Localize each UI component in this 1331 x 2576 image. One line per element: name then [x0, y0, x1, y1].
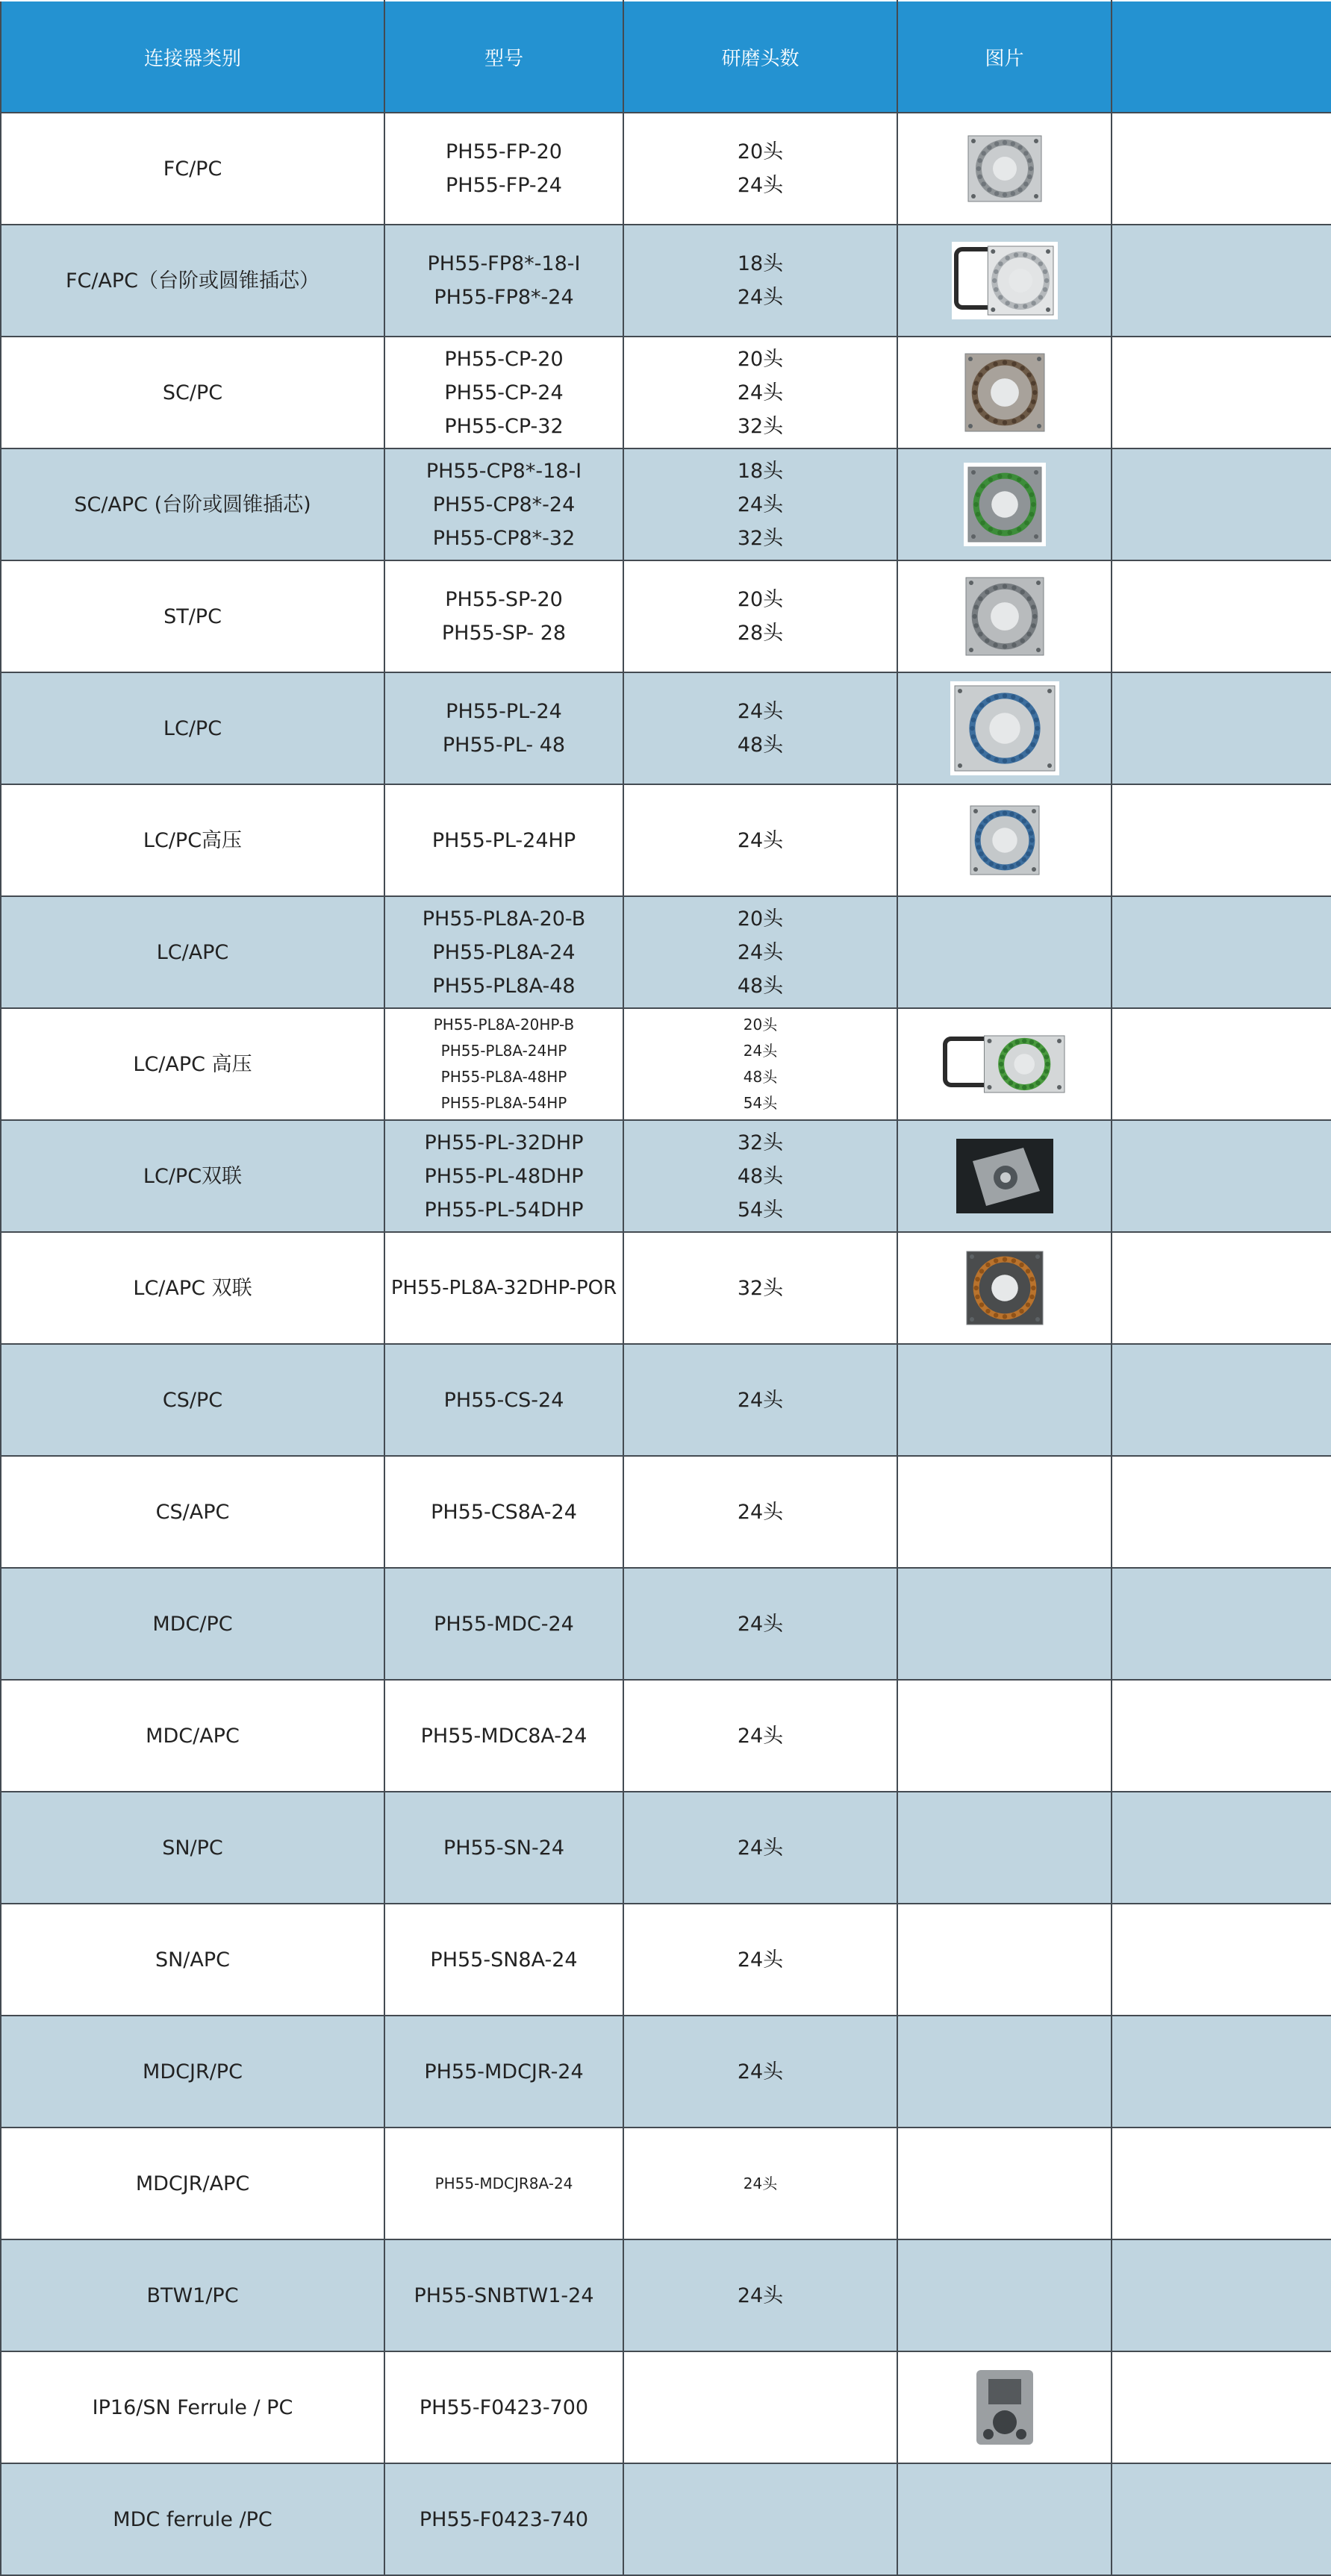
table-row: [1, 1792, 1331, 1904]
head-count: 24头: [737, 700, 784, 723]
model-number: PH55-FP8*-24: [434, 286, 574, 309]
connector-category: SC/PC: [1, 337, 384, 448]
model-number: PH55-F0423-700: [419, 2395, 589, 2419]
head-count: 24头: [737, 286, 784, 309]
image-cell: [897, 672, 1112, 784]
head-count-cell: [623, 2128, 897, 2239]
extra-cell: [1112, 1680, 1331, 1792]
connector-category: LC/PC高压: [1, 784, 384, 896]
extra-cell: [1112, 1568, 1331, 1680]
extra-cell: [1112, 1008, 1331, 1120]
head-count: 20头: [737, 907, 784, 931]
fixture-illustration: [956, 1139, 1053, 1213]
table-row: [1, 784, 1331, 896]
image-cell: [897, 1120, 1112, 1232]
model-number: PH55-PL8A-54HP: [440, 1094, 567, 1112]
fixture-photo: [950, 681, 1059, 775]
model-cell: [384, 448, 623, 560]
head-count-cell: [623, 1904, 897, 2016]
model-number: PH55-PL8A-20-B: [422, 907, 586, 931]
model-cell: [384, 2016, 623, 2128]
connector-category: IP16/SN Ferrule / PC: [1, 2351, 384, 2463]
head-count: 24头: [737, 1948, 784, 1972]
model-cell: [384, 1232, 623, 1344]
head-count: 18头: [737, 252, 784, 275]
connector-category: SN/PC: [1, 1792, 384, 1904]
image-cell: [897, 1680, 1112, 1792]
fixture-photo: [961, 573, 1048, 660]
head-count: 54头: [737, 1198, 784, 1222]
model-cell: [384, 1904, 623, 2016]
model-number: PH55-CP8*-24: [432, 493, 576, 516]
head-count-cell: [623, 1456, 897, 1568]
model-cell: [384, 2128, 623, 2239]
connector-category: SC/APC (台阶或圆锥插芯): [1, 448, 384, 560]
head-count: 24头: [737, 1612, 784, 1636]
head-count: 20头: [737, 347, 784, 371]
model-number: PH55-CP8*-18-I: [426, 459, 582, 483]
image-cell: [897, 560, 1112, 672]
table-row: [1, 1008, 1331, 1120]
head-count: 32头: [737, 526, 784, 550]
extra-cell: [1112, 1904, 1331, 2016]
table-row: [1, 1456, 1331, 1568]
table-row: [1, 448, 1331, 560]
model-cell: [384, 784, 623, 896]
head-count: 24头: [743, 2174, 778, 2192]
image-cell: [897, 337, 1112, 448]
table-row: [1, 337, 1331, 448]
connector-category: BTW1/PC: [1, 2239, 384, 2351]
model-number: PH55-PL8A-48: [432, 974, 576, 998]
model-cell: [384, 1456, 623, 1568]
connector-category: MDCJR/APC: [1, 2128, 384, 2239]
head-count: 24头: [737, 381, 784, 404]
image-cell: [897, 1568, 1112, 1680]
image-cell: [897, 1792, 1112, 1904]
fixture-illustration: [961, 349, 1049, 436]
connector-category: MDC/PC: [1, 1568, 384, 1680]
connector-category: MDCJR/PC: [1, 2016, 384, 2128]
fixture-illustration: [952, 242, 1058, 319]
header-image: 图片: [897, 1, 1112, 113]
head-count-cell: [623, 896, 897, 1008]
connector-category: MDC/APC: [1, 1680, 384, 1792]
table-row: [1, 2463, 1331, 2575]
model-cell: [384, 1680, 623, 1792]
model-cell: [384, 1008, 623, 1120]
connector-category: CS/APC: [1, 1456, 384, 1568]
model-number: PH55-PL-32DHP: [424, 1131, 584, 1154]
model-number: PH55-SN-24: [443, 1836, 565, 1860]
model-number: PH55-CP-20: [444, 347, 564, 371]
model-cell: [384, 1120, 623, 1232]
model-number: PH55-SP-20: [445, 588, 563, 611]
model-number: PH55-FP-24: [445, 174, 562, 197]
model-cell: [384, 1344, 623, 1456]
image-cell: [897, 2016, 1112, 2128]
fixture-illustration: [966, 801, 1044, 879]
model-cell: [384, 113, 623, 225]
connector-category: CS/PC: [1, 1344, 384, 1456]
head-count: 24头: [743, 1042, 778, 1060]
extra-cell: [1112, 448, 1331, 560]
extra-cell: [1112, 2239, 1331, 2351]
table-row: [1, 896, 1331, 1008]
head-count-cell: [623, 225, 897, 337]
image-cell: [897, 784, 1112, 896]
model-cell: [384, 337, 623, 448]
head-count-cell: [623, 672, 897, 784]
table-row: [1, 2016, 1331, 2128]
head-count-cell: [623, 1344, 897, 1456]
head-count-cell: [623, 1120, 897, 1232]
extra-cell: [1112, 1232, 1331, 1344]
head-count-cell: [623, 1008, 897, 1120]
extra-cell: [1112, 1120, 1331, 1232]
table-row: [1, 672, 1331, 784]
head-count-cell: [623, 2463, 897, 2575]
image-cell: [897, 1008, 1112, 1120]
extra-cell: [1112, 896, 1331, 1008]
head-count-cell: [623, 2239, 897, 2351]
header-category: 连接器类别: [1, 1, 384, 113]
extra-cell: [1112, 1456, 1331, 1568]
table-row: [1, 1120, 1331, 1232]
model-number: PH55-CS-24: [443, 1388, 564, 1412]
head-count-cell: [623, 2351, 897, 2463]
connector-category: SN/APC: [1, 1904, 384, 2016]
model-number: PH55-CP8*-32: [432, 526, 576, 550]
model-number: PH55-PL-24: [446, 700, 562, 723]
head-count: 24头: [737, 493, 784, 516]
header-row: [1, 1, 1331, 113]
extra-cell: [1112, 784, 1331, 896]
head-count: 48头: [737, 1164, 784, 1188]
model-number: PH55-PL8A-24: [432, 940, 576, 964]
model-cell: [384, 672, 623, 784]
connector-category: FC/PC: [1, 113, 384, 225]
model-number: PH55-SNBTW1-24: [414, 2283, 594, 2307]
head-count: 20头: [737, 140, 784, 163]
connector-category: MDC ferrule /PC: [1, 2463, 384, 2575]
fixture-illustration: [964, 463, 1046, 546]
fixture-illustration: [966, 2363, 1044, 2452]
header-heads: 研磨头数: [623, 1, 897, 113]
model-number: PH55-SN8A-24: [430, 1948, 578, 1972]
model-number: PH55-CP-32: [444, 414, 564, 438]
image-cell: [897, 113, 1112, 225]
head-count: 20头: [737, 588, 784, 611]
head-count-cell: [623, 1232, 897, 1344]
image-cell: [897, 2463, 1112, 2575]
head-count: 32头: [737, 1276, 784, 1300]
head-count: 24头: [737, 1724, 784, 1748]
extra-cell: [1112, 1792, 1331, 1904]
model-cell: [384, 1792, 623, 1904]
head-count: 32头: [737, 1131, 784, 1154]
table-row: [1, 560, 1331, 672]
model-number: PH55-PL8A-20HP-B: [433, 1016, 575, 1034]
extra-cell: [1112, 560, 1331, 672]
image-cell: [897, 896, 1112, 1008]
head-count-cell: [623, 560, 897, 672]
header-model: 型号: [384, 1, 623, 113]
model-number: PH55-CS8A-24: [431, 1500, 577, 1524]
model-number: PH55-FP8*-18-I: [427, 252, 581, 275]
extra-cell: [1112, 2351, 1331, 2463]
head-count: 24头: [737, 1836, 784, 1860]
model-number: PH55-MDCJR-24: [424, 2060, 584, 2083]
head-count: 24头: [737, 174, 784, 197]
extra-cell: [1112, 113, 1331, 225]
fixture-photo: [961, 349, 1049, 436]
model-number: PH55-PL-54DHP: [424, 1198, 584, 1222]
extra-cell: [1112, 672, 1331, 784]
model-cell: [384, 225, 623, 337]
model-cell: [384, 2351, 623, 2463]
fixture-illustration: [961, 573, 1048, 660]
table-row: [1, 113, 1331, 225]
head-count-cell: [623, 1680, 897, 1792]
table-row: [1, 1232, 1331, 1344]
table-row: [1, 2239, 1331, 2351]
image-cell: [897, 2128, 1112, 2239]
head-count: 48头: [737, 734, 784, 757]
image-cell: [897, 1232, 1112, 1344]
fixture-illustration: [964, 131, 1046, 206]
image-cell: [897, 1344, 1112, 1456]
head-count-cell: [623, 1792, 897, 1904]
head-count: 48头: [737, 974, 784, 998]
connector-category: LC/APC 高压: [1, 1008, 384, 1120]
head-count-cell: [623, 113, 897, 225]
head-count: 24头: [737, 1500, 784, 1524]
image-cell: [897, 1904, 1112, 2016]
image-cell: [897, 1456, 1112, 1568]
head-count: 24头: [737, 940, 784, 964]
head-count-cell: [623, 448, 897, 560]
head-count: 20头: [743, 1016, 778, 1034]
fixture-photo: [941, 1031, 1069, 1097]
extra-cell: [1112, 337, 1331, 448]
extra-cell: [1112, 1344, 1331, 1456]
extra-cell: [1112, 2463, 1331, 2575]
connector-category: LC/APC: [1, 896, 384, 1008]
fixture-photo: [962, 1247, 1047, 1329]
connector-category: ST/PC: [1, 560, 384, 672]
fixture-photo: [964, 463, 1046, 546]
model-cell: [384, 560, 623, 672]
model-cell: [384, 896, 623, 1008]
fixture-photo: [964, 131, 1046, 206]
extra-cell: [1112, 2128, 1331, 2239]
model-number: PH55-PL-24HP: [431, 828, 576, 852]
image-cell: [897, 2239, 1112, 2351]
model-cell: [384, 1568, 623, 1680]
head-count: 48头: [743, 1068, 778, 1086]
table-row: [1, 2351, 1331, 2463]
table-row: [1, 1568, 1331, 1680]
table-row: [1, 1904, 1331, 2016]
fixture-photo: [952, 242, 1058, 319]
head-count: 32头: [737, 414, 784, 438]
head-count: 24头: [737, 2283, 784, 2307]
image-cell: [897, 2351, 1112, 2463]
head-count-cell: [623, 1568, 897, 1680]
extra-cell: [1112, 225, 1331, 337]
head-count: 24头: [737, 1388, 784, 1412]
model-cell: [384, 2463, 623, 2575]
fixture-illustration: [941, 1031, 1069, 1097]
model-number: PH55-PL8A-24HP: [440, 1042, 567, 1060]
table-row: [1, 1680, 1331, 1792]
head-count-cell: [623, 784, 897, 896]
fixture-illustration: [962, 1247, 1047, 1329]
model-number: PH55-SP- 28: [441, 622, 567, 645]
head-count: 24头: [737, 828, 784, 852]
image-cell: [897, 225, 1112, 337]
head-count: 18头: [737, 459, 784, 483]
connector-category: FC/APC（台阶或圆锥插芯）: [1, 225, 384, 337]
fixture-photo: [966, 2363, 1044, 2452]
head-count-cell: [623, 2016, 897, 2128]
head-count: 28头: [737, 622, 784, 645]
model-number: PH55-PL- 48: [442, 734, 566, 757]
connector-category: LC/PC双联: [1, 1120, 384, 1232]
model-number: PH55-PL-48DHP: [424, 1164, 584, 1188]
model-number: PH55-PL8A-48HP: [440, 1068, 567, 1086]
model-number: PH55-MDCJR8A-24: [434, 2174, 573, 2192]
table-row: [1, 2128, 1331, 2239]
model-cell: [384, 2239, 623, 2351]
model-number: PH55-FP-20: [445, 140, 562, 163]
header-extra: [1112, 1, 1331, 113]
image-cell: [897, 448, 1112, 560]
model-number: PH55-F0423-740: [419, 2507, 589, 2531]
fixture-illustration: [950, 681, 1059, 775]
head-count: 24头: [737, 2060, 784, 2083]
model-number: PH55-CP-24: [444, 381, 564, 404]
fixture-photo: [966, 801, 1044, 879]
model-number: PH55-MDC-24: [434, 1612, 574, 1636]
head-count: 54头: [743, 1094, 778, 1112]
connector-category: LC/APC 双联: [1, 1232, 384, 1344]
fixture-photo: [956, 1139, 1053, 1213]
extra-cell: [1112, 2016, 1331, 2128]
table-row: [1, 225, 1331, 337]
table-row: [1, 1344, 1331, 1456]
model-number: PH55-MDC8A-24: [420, 1724, 587, 1748]
head-count-cell: [623, 337, 897, 448]
connector-category: LC/PC: [1, 672, 384, 784]
model-number: PH55-PL8A-32DHP-POR: [390, 1276, 617, 1299]
